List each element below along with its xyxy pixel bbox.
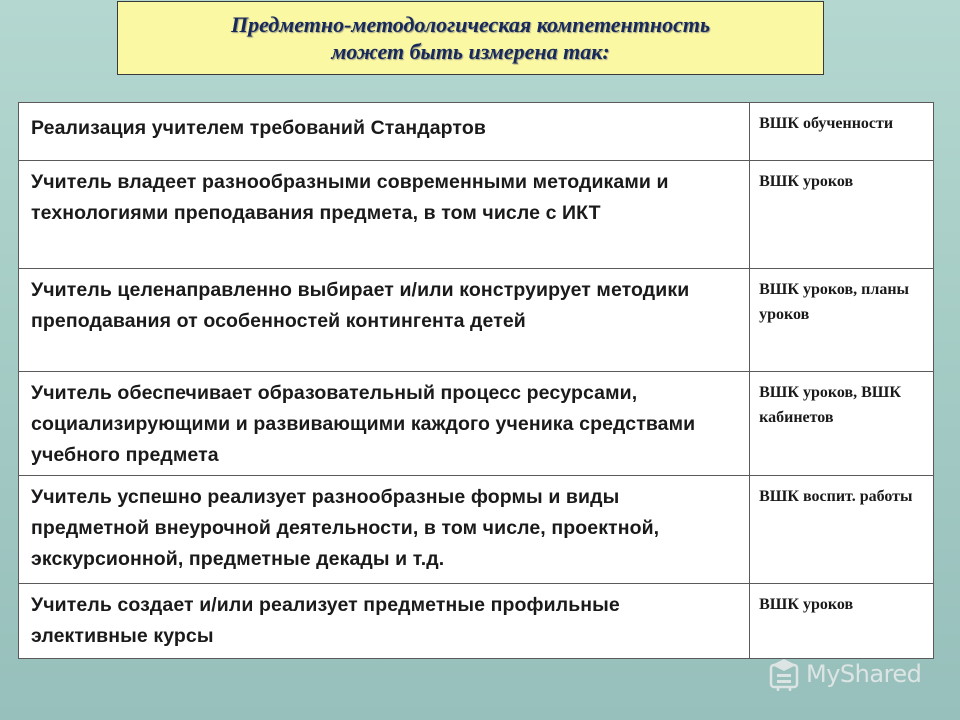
control-cell: ВШК обученности bbox=[750, 103, 934, 161]
requirement-cell: Реализация учителем требований Стандартов bbox=[19, 103, 750, 161]
mortarboard-icon bbox=[768, 656, 800, 692]
control-cell: ВШК уроков bbox=[750, 584, 934, 659]
table-row bbox=[19, 161, 934, 269]
watermark bbox=[768, 656, 921, 692]
requirement-cell: Учитель обеспечивает образовательный процесс ресурсами, социализирующими и развивающими каждого ученика средствами учебного предмета bbox=[19, 372, 750, 476]
control-cell: ВШК воспит. работы bbox=[750, 476, 934, 584]
control-cell: ВШК уроков, ВШК кабинетов bbox=[750, 372, 934, 476]
competence-table bbox=[18, 102, 934, 659]
requirement-cell: Учитель создает и/или реализует предметные профильные элективные курсы bbox=[19, 584, 750, 659]
table-row bbox=[19, 584, 934, 659]
control-cell: ВШК уроков, планы уроков bbox=[750, 269, 934, 372]
table-row bbox=[19, 476, 934, 584]
table-row bbox=[19, 372, 934, 476]
requirement-cell: Учитель успешно реализует разнообразные формы и виды предметной внеурочной деятельности, в том числе, проектной, экскурсионной, предметные декады и т.д. bbox=[19, 476, 750, 584]
requirement-cell: Учитель целенаправленно выбирает и/или конструирует методики преподавания от особенностей контингента детей bbox=[19, 269, 750, 372]
table-row bbox=[19, 103, 934, 161]
table-row bbox=[19, 269, 934, 372]
slide-title-line-2: может быть измерена так: bbox=[331, 39, 610, 64]
watermark-text: MyShared bbox=[806, 660, 922, 688]
slide-title-line-1: Предметно-методологическая компетентность bbox=[230, 12, 711, 37]
title-box bbox=[117, 1, 824, 75]
control-cell: ВШК уроков bbox=[750, 161, 934, 269]
requirement-cell: Учитель владеет разнообразными современными методиками и технологиями преподавания предмета, в том числе с ИКТ bbox=[19, 161, 750, 269]
